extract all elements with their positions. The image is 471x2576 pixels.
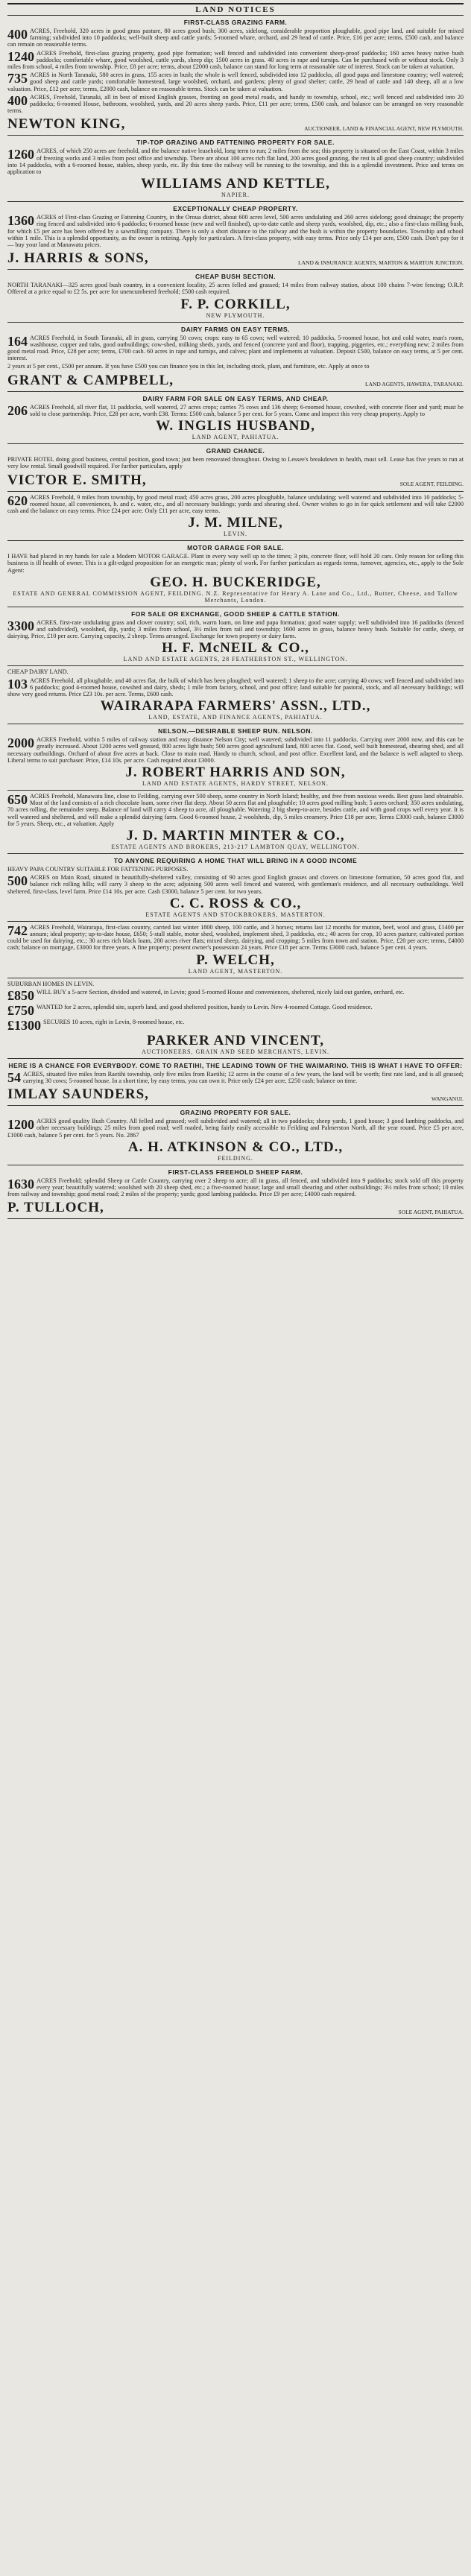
agent-name: C. C. ROSS & CO.,: [169, 895, 302, 911]
ad-text: ACRES Freehold, all ploughable, and 40 acres flat, the bulk of which has been ploughed; well watered; 1 sheep to the acre; carrying 40 cows; well fenced and subdivided into 6 paddocks; good 4-roomed house, cowshed and dairy, sheds; 1 mile from factory, school, and post office; land suitable for pastoral, stock, and all necessary buildings; will show very good returns. Price £23 10s. per acre. Terms, £600 cash.: [7, 677, 464, 697]
agent-row: [7, 115, 464, 132]
ad-paragraph: [7, 619, 464, 640]
ad-paragraph: [7, 282, 464, 295]
agent-name: GEO. H. BUCKERIDGE,: [150, 574, 321, 590]
acreage-figure: 164: [7, 333, 28, 349]
agent-details: AUCTIONEER, LAND & FINANCIAL AGENT, NEW PLYMOUTH.: [304, 124, 464, 132]
ad-heading: GRAZING PROPERTY FOR SALE.: [180, 1109, 291, 1117]
ad-heading: TO ANYONE REQUIRING A HOME THAT WILL BRING IN A GOOD INCOME: [113, 856, 358, 864]
agent-name: H. F. McNEIL & CO.,: [162, 640, 309, 656]
agent-details: ESTATE AND GENERAL COMMISSION AGENT, FEILDING. N.Z. Representative for Henry A. Lane and Co., Ltd., Butter, Cheese, and Tallow Merchants, London.: [13, 589, 458, 604]
ad-paragraph: [7, 1118, 464, 1139]
ad-text: ACRES, first-rate undulating grass and clover country; soil, rich, warm loam, on lime and papa formation; good water supply; well subdivided into 16 paddocks (fenced and subdivided), woolshed, dip, yards; 3 miles from school, 3½ miles from rail and township; 1600 acres in grass, balance heavy bush. Suitable for cattle, sheep, or dairying. Price, £10 per acre. Carrying capacity, 2 sheep. Terms arranged. Exchange for town property or dairy farm.: [7, 618, 464, 640]
acreage-figure: 735: [7, 71, 28, 86]
ad-paragraph: [7, 50, 464, 71]
advertisement: [7, 492, 464, 542]
agent-details: LAND AGENTS, HAWERA, TARANAKI.: [365, 381, 464, 388]
advertisement: [7, 392, 464, 444]
acreage-figure: 206: [7, 402, 28, 418]
ad-heading: HERE IS A CHANCE FOR EVERYBODY. COME TO RAETIHI, THE LEADING TOWN OF THE WAIMARINO. THIS IS WHAT I HAVE TO OFFER:: [8, 1061, 463, 1069]
agent-details: LAND AGENT, MASTERTON.: [188, 967, 283, 975]
ad-paragraph: [7, 553, 464, 574]
advertisement: [7, 541, 464, 607]
ad-paragraph: [7, 456, 464, 469]
ad-text: ACRES, Freehold, 320 acres in good grass pasture, 80 acres good bush; 300 acres, sidelong, considerable proportion ploughable, good pipe land, and suitable for mixed farming; subdivided into 10 paddocks; well-built sheep and cattle yards; 5-roomed whare, orchard, and 29 head of cattle. Price, £16 per acre; terms, £500 cash, and balance can remain on reasonable terms.: [7, 28, 464, 48]
ad-paragraph: [7, 148, 464, 175]
agent-name: PARKER AND VINCENT,: [146, 1032, 325, 1048]
agent-details: WANGANUI.: [431, 1095, 464, 1102]
agent-details: LAND AGENT, PAHIATUA.: [192, 434, 279, 441]
acreage-figure: 54: [7, 1069, 21, 1085]
ad-text: HEAVY PAPA COUNTRY SUITABLE FOR FATTENING PURPOSES.: [7, 865, 189, 873]
agent-details: ESTATE AGENTS AND STOCKBROKERS, MASTERTON.: [145, 911, 326, 918]
agent-details: NEW PLYMOUTH.: [206, 311, 265, 319]
ad-text: ACRES Freehold, all river flat, 11 paddocks, well watered, 27 acres crops; carries 75 cows and 136 sheep; 6-roomed house, cowshed, with concrete floor and yard; must be sold to close partnership. Price, £28 per acre, worth £38. Terms: £500 cash, balance 5 per cent. for 5 years. Come and inspect this very cheap property. Apply to: [30, 403, 464, 417]
advertisement: [7, 323, 464, 392]
agent-row: [7, 1199, 464, 1215]
acreage-figure: 1240: [7, 48, 34, 64]
ad-paragraph: [7, 874, 464, 895]
ad-heading: DAIRY FARMS ON EASY TERMS.: [180, 325, 291, 333]
acreage-figure: 620: [7, 493, 28, 508]
ad-heading: NELSON.—DESIRABLE SHEEP RUN. NELSON.: [158, 727, 313, 735]
agent-name: VICTOR E. SMITH,: [7, 472, 147, 488]
agent-details: FEILDING.: [218, 1154, 253, 1162]
advertisement: [7, 136, 464, 202]
acreage-figure: 1260: [7, 147, 34, 162]
acreage-figure: 103: [7, 676, 28, 692]
acreage-figure: 742: [7, 923, 28, 938]
agent-details: SOLE AGENT, PAHIATUA.: [398, 1208, 464, 1215]
acreage-figure: 1630: [7, 1176, 34, 1192]
agent-row: [7, 472, 464, 488]
agent-details: NAPIER.: [221, 192, 250, 199]
ad-text: ACRES Freehold, in South Taranaki, all in grass, carrying 50 cows; crops: easy to 65 cows; well watered; 10 paddocks, 5-roomed house, hot and cold water, man's room, washhouse, copper and tubs, good outbuildings; cow-shed, milking sheds, yards, and fenced (concrete yard and floor), trapping, piggeries, etc.; everything new; 2 miles from good metal road. Price, £28 per acre; terms, £700 cash. 60 acres in rape and turnips, and calves; plant and implements at valuation. Deposit £500, balance on easy terms, at 5 per cent. interest.: [7, 334, 464, 362]
agent-name: IMLAY SAUNDERS,: [7, 1086, 149, 1103]
acreage-figure: 1200: [7, 1117, 34, 1133]
ad-text: ACRES good quality Bush Country. All felled and grassed; well subdivided and watered; all in two paddocks; sheep yards, 1 good house; 3 good lambing paddocks, and other necessary buildings; 25 miles from good road; well roaded, being fairly easily accessible to Feilding and Palmerston North, all the year round. Price £5 per acre, £1000 cash, balance 5 per cent. for 5 years. No. 2867: [7, 1118, 464, 1139]
acreage-figure: 400: [7, 92, 28, 108]
agent-row: [7, 1086, 464, 1102]
advertisement: [7, 202, 464, 270]
ad-paragraph: [7, 793, 464, 827]
ad-paragraph: [7, 1004, 464, 1017]
agent-details: LAND, ESTATE, AND FINANCE AGENTS, PAHIATUA.: [148, 714, 323, 721]
advertisement: [7, 724, 464, 791]
acreage-figure: £850: [7, 987, 34, 1003]
ad-paragraph: [7, 72, 464, 92]
agent-details: LAND AND ESTATE AGENTS, HARDY STREET, NELSON.: [142, 779, 329, 787]
agent-name: A. H. ATKINSON & CO., LTD.,: [127, 1139, 344, 1155]
ad-heading: CHEAP BUSH SECTION.: [195, 273, 276, 281]
ad-text: ACRES Freehold; splendid Sheep or Cattle Country, carrying over 2 sheep to acre; all in grass, all fenced, and subdivided into 9 paddocks; stock sold off this property every year; beautifully watered; woolshed with 20 sheep shed, etc.; a five-roomed house; large and small shearing and other outbuildings; 3½ miles from school; 10 miles from railway and township; good metal road; 2 miles of the property; yards; good lambing paddocks. Price £9 per acre; £4000 cash required.: [7, 1177, 464, 1198]
agent-row: [7, 372, 464, 388]
agent-details: LAND AND ESTATE AGENTS, 28 FEATHERSTON ST., WELLINGTON.: [123, 656, 348, 663]
advertisement-column: [7, 16, 464, 1219]
advertisement: [7, 922, 464, 978]
ad-heading: TIP-TOP GRAZING AND FATTENING PROPERTY FOR SALE.: [136, 139, 335, 147]
advertisement: [7, 444, 464, 491]
advertisement: [7, 270, 464, 322]
agent-details: AUCTIONEERS, GRAIN AND SEED MERCHANTS, LEVIN.: [141, 1048, 330, 1055]
ad-heading: FIRST-CLASS GRAZING FARM.: [183, 19, 288, 26]
agent-details: LEVIN.: [224, 531, 247, 538]
ad-heading: DAIRY FARM FOR SALE ON EASY TERMS, AND CHEAP.: [142, 394, 329, 402]
ad-text: ACRES Freehold, 9 miles from township, by good metal road; 450 acres grass, 200 acres ploughable, balance undulating; well watered and subdivided into 10 paddocks; 5-roomed house, all conveniences, h. and c. water, etc., and all necessary buildings; yards and shearing shed. Owner wishes to go in for quick settlement and will take £2000 cash and the balance on easy terms. Price £24 per acre. Only £11 per acre, easy terms.: [7, 493, 464, 514]
acreage-figure: 3300: [7, 618, 34, 633]
ad-paragraph: [7, 1019, 464, 1032]
ad-text: I HAVE had placed in my hands for sale a Modern MOTOR GARAGE. Plant in every way well up to the times; 3 pits, concrete floor, will hold 20 cars. Only reason for selling this business is ill health of owner. This is a gilt-edged proposition for an energetic man; plenty of work. For further particulars as regards terms, turnover, agencies, etc., apply to the Sole Agent:: [7, 553, 464, 574]
advertisement: [7, 1059, 464, 1106]
page-header: LAND NOTICES: [7, 3, 464, 16]
ad-text: ACRES, of which 250 acres are freehold, and the balance native leasehold, long term to run; 2 miles from the sea; this property is situated on the East Coast, within 3 miles of freezing works and 3 miles from post office and township. There are about 100 acres rich flat land, 200 acres good grazing, the rest is all good sheep country; subdivided into 14 paddocks, with a 6-roomed house, stables, sheep yards, etc. By this time the railway will be running to the township, and this is a splendid investment. Price and terms on application to: [7, 148, 464, 176]
advertisement: [7, 854, 464, 922]
advertisement: [7, 1106, 464, 1165]
acreage-figure: £1300: [7, 1017, 41, 1033]
ad-text: ACRES, Freehold, Taranaki, all in best of mixed English grasses, fronting on good metal roads, and handy to township, school, etc.; well fenced and subdivided into 20 paddocks; 6-roomed House, bathroom, woolshed, yards, and 20 acres sheep yards. Price, £11 per acre; terms, £500 cash, and balance can be arranged on very reasonable terms.: [7, 93, 464, 115]
acreage-figure: £750: [7, 1002, 34, 1018]
ad-text: WILL BUY a 5-acre Section, divided and watered, in Levin; good 5-roomed House and conveniences, sheltered, nicely laid out garden, orchard, etc.: [37, 988, 405, 996]
agent-name: P. WELCH,: [196, 952, 275, 968]
acreage-figure: 400: [7, 27, 28, 42]
ad-text: SUBURBAN HOMES IN LEVIN.: [7, 980, 95, 987]
acreage-figure: 2000: [7, 735, 34, 751]
agent-name: J. ROBERT HARRIS AND SON,: [125, 764, 346, 780]
ad-text: CHEAP DAIRY LAND.: [7, 668, 69, 676]
advertisement: [7, 978, 464, 1059]
ad-paragraph: [7, 1177, 464, 1198]
advertisement: [7, 607, 464, 667]
ad-paragraph: [7, 736, 464, 764]
advertisement: [7, 666, 464, 724]
ad-heading: FOR SALE OR EXCHANGE, GOOD SHEEP & CATTLE STATION.: [131, 610, 340, 618]
agent-details: LAND & INSURANCE AGENTS, MARTON & MARTON JUNCTION.: [298, 259, 464, 266]
ad-text: ACRES Freehold, first-class grazing property, good pipe formation; well fenced and subdivided into convenient sheep-proof paddocks; 160 acres heavy native bush paddocks; comfortable whare, good woolshed, cattle yards, sheep dip; 1500 acres in grass. 40 acres in rape and turnips. Can be purchased with or without stock. Only 3 miles from school, 4 miles from township. Price, £8 per acre; terms, about £2000 cash, balance can stand for long term at reasonable rate of interest. Stock can be taken at valuation.: [7, 49, 464, 71]
ad-paragraph: [7, 494, 464, 515]
advertisement: [7, 1165, 464, 1220]
ad-paragraph: [7, 94, 464, 115]
agent-name: F. P. CORKILL,: [180, 296, 291, 312]
ad-text: WANTED for 2 acres, splendid site, superb land, and good sheltered position, handy to Levin. New 4-roomed Cottage. Good residence.: [37, 1003, 373, 1010]
ad-text: 2 years at 5 per cent., £500 per annum. If you have £500 you can finance you in this lot, including stock, plant, and furniture, etc. Apply at once to: [7, 363, 370, 370]
ad-paragraph: [7, 668, 464, 675]
ad-paragraph: [7, 363, 464, 370]
agent-name: W. INGLIS HUSBAND,: [156, 418, 315, 434]
agent-row: [7, 250, 464, 266]
acreage-figure: 500: [7, 873, 28, 889]
acreage-figure: 1360: [7, 213, 34, 229]
ad-paragraph: [7, 404, 464, 417]
ad-text: ACRES, situated five miles from Raetihi township, only five miles from Raetihi; 12 acres in the course of a few years, the land will be worth; first rate land, and is all grassed; carrying 30 cows; 5-roomed house. In a short time, by easy terms, you can own it. Price only £24 per acre, £250 cash; balance on time.: [23, 1070, 464, 1084]
ad-text: ACRES Freehold, within 5 miles of railway station and easy distance Nelson City; well watered; subdivided into 11 paddocks. Carrying over 2000 now, and this can be greatly increased. About 1200 acres well grassed, 800 acres light bush; 500 acres good agricultural land, 800 acres flat. Good, well built homestead, shearing shed, and all necessary outbuildings. Orchard of about five acres at back. Close to main road. Handy to church, school, and post office. Excellent land, and the balance is well adapted to sheep. Liberal terms to suit purchaser. Price, £14 10s. per acre. Cash required about £3000.: [7, 736, 464, 764]
ad-paragraph: [7, 28, 464, 48]
ad-heading: EXCEPTIONALLY CHEAP PROPERTY.: [173, 205, 298, 213]
ad-paragraph: [7, 924, 464, 952]
ad-paragraph: [7, 214, 464, 248]
agent-name: J. D. MARTIN MINTER & CO.,: [126, 827, 345, 844]
agent-details: SOLE AGENT, FEILDING.: [399, 481, 464, 487]
ad-text: PRIVATE HOTEL doing good business, central position, good town; just been renovated throughout. Owing to Lessee's breakdown in health, must sell. Lease has five years to run at very low rental. Small goodwill required. For further particulars, apply: [7, 456, 464, 470]
agent-name: WILLIAMS AND KETTLE,: [141, 176, 330, 192]
ad-text: ACRES Freehold, Wairarapa, first-class country, carried last winter 1800 sheep, 100 cattle, and 3 horses; returns last 12 months for mutton, beef, wool and grass, £1400 per annum; ideal property; up-to-date house, £650; 5-stall stable, motor shed, woolshed, implement shed, 3 paddocks, etc.; 40 acres for crop, 10 acres pasture; cultivated portion could be used for dairying, etc.; 30 acres rich black loam, 200 acres river flats; mixed sheep, dairying, and cropping; 5 miles from town and station. Price, £20 per acre; terms, £4000 cash; balance on mortgage, £3000 for three years. A fine property; present owner's possession 24 years. Price £18 per acre. Terms £3000 cash, balance 5 per cent. 4 years.: [7, 923, 464, 952]
ad-paragraph: [7, 866, 464, 873]
advertisement: [7, 16, 464, 136]
agent-name: P. TULLOCH,: [7, 1200, 104, 1216]
ad-paragraph: [7, 335, 464, 362]
ad-text: ACRES of First-class Grazing or Fattening Country, in the Oroua district, about 600 acres level, 500 acres undulating and 260 acres sidelong; good drainage; the property ring fenced and subdivided into 6 paddocks; 6-roomed house (new and well finished), up-to-date cattle and sheep yards, woolshed, dip, etc.; also a first-class milling bush, for which £5 per acre has been offered by a sawmilling company. There is only a short distance to the railway and the bush is within the property boundaries. Township and school within 1 mile. This is a splendid opportunity, as the owner is retiring. Apply for particulars. A first-class property, with easy terms. Price only £14 per acre, £500 cash. Don't pay for it — buy your land at Manawatu prices.: [7, 214, 464, 249]
ad-paragraph: [7, 981, 464, 987]
advertisement: [7, 791, 464, 854]
agent-name: GRANT & CAMPBELL,: [7, 372, 174, 388]
agent-name: WAIRARAPA FARMERS' ASSN., LTD.,: [100, 698, 371, 715]
ad-heading: MOTOR GARAGE FOR SALE.: [187, 544, 284, 552]
acreage-figure: 650: [7, 791, 28, 807]
ad-heading: FIRST-CLASS FREEHOLD SHEEP FARM.: [168, 1168, 303, 1176]
agent-name: J. HARRIS & SONS,: [7, 250, 149, 267]
ad-paragraph: [7, 989, 464, 1002]
ad-text: ACRES Freehold, Manawatu line, close to Feilding, carrying over 500 sheep, some country in North Island; healthy, and free from noxious weeds. Best grass land obtainable. Most of the land consists of a rich chocolate loam, some river flat deep. About 50 acres flat and ploughable; 10 acres good milling bush; 5 acres orchard; 350 acres undulating, 70 acres rolling, the remainder steep. Balance of land will carry 4 sheep to acre, all ploughable. Watering 2 big sheep-to-acre, besides cattle, and with good crops well every year. It is well watered and sheltered, and will make a splendid dairying farm. Good 6-roomed house, 2 woolsheds, dip, 5 miles creamery. Price £18 per acre, Terms £3000 cash, balance £3000 for 5 years. Sheep, etc., at valuation. Apply: [7, 792, 464, 827]
ad-heading: GRAND CHANCE.: [206, 447, 265, 455]
agent-details: ESTATE AGENTS AND BROKERS, 213-217 LAMBTON QUAY, WELLINGTON.: [111, 843, 360, 850]
ad-text: ACRES on Main Road, situated in beautifully-sheltered valley, consisting of 90 acres good English grasses and clovers on limestone formation, 50 acres good flat, and balance rich rolling hills; will carry 3 sheep to the acre; adjoining 500 acres well fenced and watered, with gentleman's residence, and all necessary outbuildings. Well sheltered, first-class, level farm. Price £14 10s. per acre. Cash £3000, balance 5 per cent. for two years.: [7, 874, 464, 895]
ad-text: ACRES in North Taranaki, 580 acres in grass, 155 acres in bush; the whole is well fenced, subdivided into 12 paddocks, all good papa and limestone country; well watered; good sheep and cattle yards; comfortable homestead, large woolshed, orchard, and gardens; plenty of good shelter; cattle, 29 head of cattle and 140 sheep, all at a low valuation. Price, £12 per acre; terms, £2000 cash, balance on reasonable terms. Stock can be taken at valuation.: [7, 72, 464, 92]
agent-name: NEWTON KING,: [7, 116, 126, 133]
ad-paragraph: [7, 677, 464, 698]
ad-paragraph: [7, 1071, 464, 1084]
agent-name: J. M. MILNE,: [188, 515, 283, 531]
ad-text: NORTH TARANAKI—325 acres good bush country, in a convenient locality, 25 acres felled and grassed; 14 miles from railway station, about 100 chains 7-wire fencing; O.R.P. Offered at a price equal to £2 5s. per acre for unencumbered freehold; £500 cash required.: [7, 282, 464, 296]
ad-text: SECURES 10 acres, right in Levin, 8-roomed house, etc.: [43, 1018, 185, 1025]
